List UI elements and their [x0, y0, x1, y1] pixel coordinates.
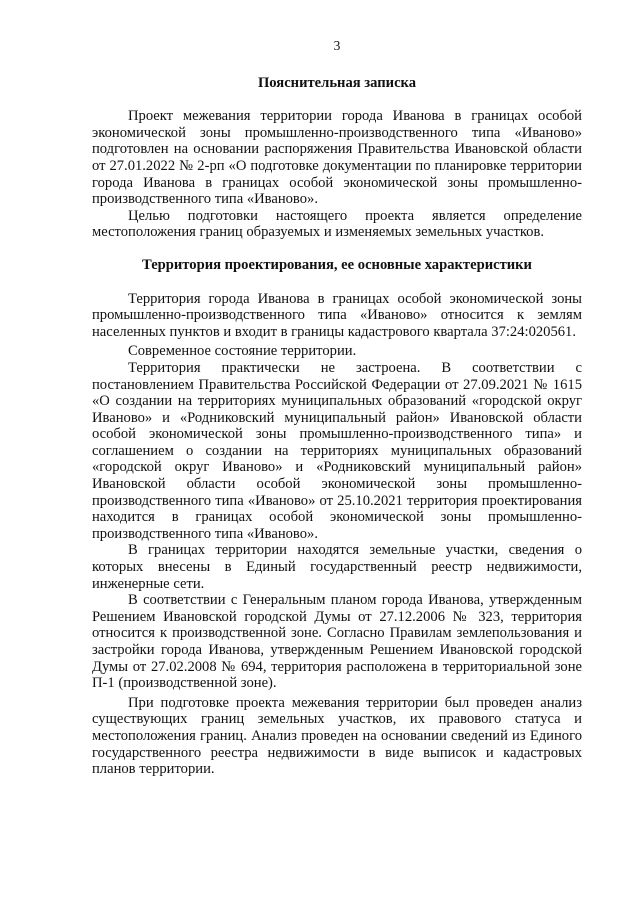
- section-paragraph: Территория города Иванова в границах особой экономической зоны промышленно-производственного типа «Иваново» относится к землям населенных пунктов и входит в границы кадастрового квартала 37:24:020561.: [92, 290, 582, 340]
- intro-paragraph: Целью подготовки настоящего проекта является определение местоположения границ образуемых и изменяемых земельных участков.: [92, 207, 582, 241]
- section-heading: Территория проектирования, ее основные характеристики: [142, 256, 532, 273]
- page-number: 3: [333, 38, 341, 53]
- section-paragraph: В соответствии с Генеральным планом города Иванова, утвержденным Решением Ивановской городской Думы от 27.12.2006 № 323, территория относится к производственной зоне. Согласно Правилам землепользования и застройки города Иванова, утвержденным Решением Ивановской городской Думы от 27.02.2008 № 694, территория расположена в территориальной зоне П-1 (производственной зоне).: [92, 592, 582, 692]
- section-paragraph: В границах территории находятся земельные участки, сведения о которых внесены в Единый государственный реестр недвижимости, инженерные сети.: [92, 542, 582, 592]
- section-paragraph: Современное состояние территории.: [128, 343, 357, 360]
- intro-paragraph: Проект межевания территории города Иванова в границах особой экономической зоны промышленно-производственного типа «Иваново» подготовлен на основании распоряжения Правительства Ивановской области от 27.01.2022 № 2-рп «О подготовке документации по планировке территории города Иванова в границах особой экономической зоны промышленно-производственного типа «Иваново».: [92, 108, 582, 208]
- section-paragraph: При подготовке проекта межевания территории был проведен анализ существующих границ земельных участков, их правового статуса и местоположения границ. Анализ проведен на основании сведений из Единого государственного реестра недвижимости в виде выписок и кадастровых планов территории.: [92, 694, 582, 778]
- document-title: Пояснительная записка: [257, 74, 417, 91]
- section-paragraph: Территория практически не застроена. В соответствии с постановлением Правительства Российской Федерации от 27.09.2021 № 1615 «О создании на территориях муниципальных образований «городской округ Иваново» и «Родниковский муниципальный район» Ивановской области особой экономической зоны промышленно-производственного типа» и соглашением о создании на территориях муниципальных образований «городской округ Иваново» и «Родниковский муниципальный район» Ивановской области особой экономической зоны промышленно-производственного типа «Иваново» от 25.10.2021 территория проектирования находится в границах особой экономической зоны промышленно-производственного типа «Иваново».: [92, 359, 582, 542]
- document-page: [92, 38, 582, 778]
